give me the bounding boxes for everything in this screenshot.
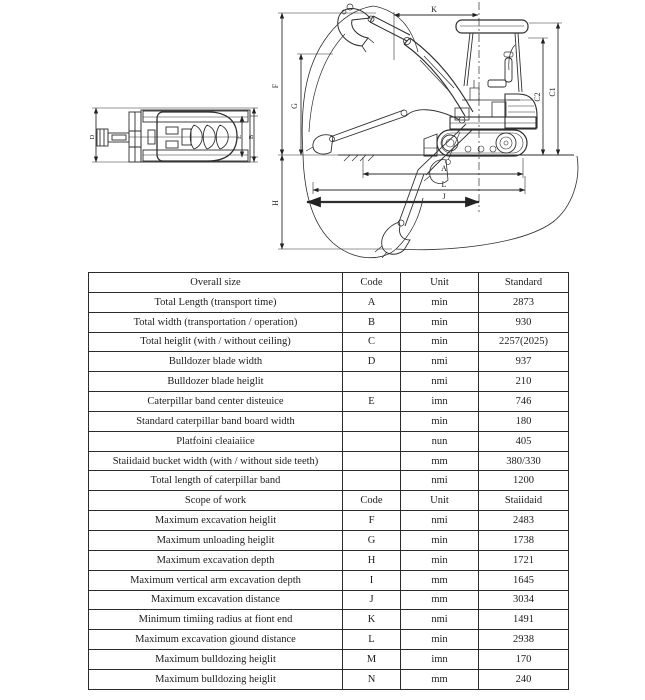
spec-cell: min (401, 550, 479, 570)
spec-cell: I (343, 570, 401, 590)
table-row (89, 630, 569, 650)
spec-cell (343, 411, 401, 431)
dim-label-c2: C2 (533, 92, 542, 102)
spec-cell: Maximum vertical arm excavation depth (89, 570, 343, 590)
spec-cell: nmi (401, 352, 479, 372)
table-row (89, 372, 569, 392)
table-row (89, 530, 569, 550)
spec-cell (343, 471, 401, 491)
spec-cell: Scope of work (89, 491, 343, 511)
spec-cell: 746 (479, 392, 569, 412)
spec-cell: 240 (479, 669, 569, 689)
spec-cell: 1721 (479, 550, 569, 570)
spec-cell (343, 372, 401, 392)
spec-cell: min (401, 332, 479, 352)
dim-label-k: K (431, 5, 437, 14)
table-row (89, 650, 569, 670)
spec-cell: Maximum excavation distance (89, 590, 343, 610)
spec-cell: 2483 (479, 511, 569, 531)
dim-label-c1: C1 (548, 87, 557, 97)
spec-cell: C (343, 332, 401, 352)
dim-label-a: A (441, 164, 447, 173)
spec-cell (343, 431, 401, 451)
spec-cell: Standard caterpillar band board width (89, 411, 343, 431)
side-view-drawing (278, 2, 578, 258)
dim-label-f: F (271, 83, 280, 89)
spec-cell: nmi (401, 511, 479, 531)
spec-cell: 405 (479, 431, 569, 451)
table-row (89, 352, 569, 372)
spec-cell: 1738 (479, 530, 569, 550)
spec-cell: Maximum unloading heiglit (89, 530, 343, 550)
table-header-row (89, 491, 569, 511)
spec-cell: Overall size (89, 273, 343, 293)
technical-drawing (0, 0, 645, 270)
dim-label-g: G (290, 103, 299, 109)
table-row (89, 669, 569, 689)
spec-cell: Maximum excavation depth (89, 550, 343, 570)
spec-cell: 930 (479, 312, 569, 332)
spec-cell: 380/330 (479, 451, 569, 471)
spec-cell: 1645 (479, 570, 569, 590)
spec-cell: 937 (479, 352, 569, 372)
table-row (89, 332, 569, 352)
side-view-dimension-labels (271, 5, 557, 206)
spec-cell: nun (401, 431, 479, 451)
table-row (89, 411, 569, 431)
spec-cell: min (401, 292, 479, 312)
spec-cell: Caterpillar band center disteuice (89, 392, 343, 412)
table-row (89, 312, 569, 332)
spec-cell: K (343, 610, 401, 630)
spec-cell: Standard (479, 273, 569, 293)
table-row (89, 511, 569, 531)
spec-cell: Total width (transportation / operation) (89, 312, 343, 332)
spec-cell: L (343, 630, 401, 650)
spec-cell: mm (401, 669, 479, 689)
spec-cell: B (343, 312, 401, 332)
table-row (89, 471, 569, 491)
table-row (89, 392, 569, 412)
spec-cell: Staiidaid bucket width (with / without side teeth) (89, 451, 343, 471)
spec-cell: 2873 (479, 292, 569, 312)
spec-cell: nmi (401, 372, 479, 392)
spec-cell: Unit (401, 273, 479, 293)
spec-cell: min (401, 312, 479, 332)
spec-table (88, 272, 569, 690)
spec-cell: mm (401, 590, 479, 610)
spec-cell: Total heiglit (with / without ceiling) (89, 332, 343, 352)
spec-cell: Code (343, 491, 401, 511)
table-row (89, 590, 569, 610)
spec-cell: Bulldozer blade heiglit (89, 372, 343, 392)
spec-cell: Minimum timiing radius at fiont end (89, 610, 343, 630)
table-row (89, 610, 569, 630)
spec-cell: 1491 (479, 610, 569, 630)
spec-cell: M (343, 650, 401, 670)
spec-cell: imn (401, 650, 479, 670)
table-row (89, 570, 569, 590)
dim-label-j: J (442, 192, 446, 201)
dim-label-l: L (441, 180, 447, 189)
spec-cell: J (343, 590, 401, 610)
spec-cell: 170 (479, 650, 569, 670)
spec-cell: 2938 (479, 630, 569, 650)
spec-cell: D (343, 352, 401, 372)
table-row (89, 451, 569, 471)
dim-label-d: D (89, 134, 96, 140)
excavator-dimension-diagram (0, 0, 645, 270)
dim-label-b: B (248, 134, 255, 140)
spec-cell: G (343, 530, 401, 550)
spec-cell: Maximum excavation heiglit (89, 511, 343, 531)
spec-cell: E (343, 392, 401, 412)
spec-cell: 210 (479, 372, 569, 392)
spec-cell: Maximum bulldozing heiglit (89, 650, 343, 670)
spec-cell: 1200 (479, 471, 569, 491)
spec-cell: A (343, 292, 401, 312)
spec-cell: imn (401, 392, 479, 412)
spec-cell: N (343, 669, 401, 689)
spec-cell: mm (401, 570, 479, 590)
spec-cell: Maximum excavation giound distance (89, 630, 343, 650)
spec-cell: F (343, 511, 401, 531)
spec-cell: min (401, 630, 479, 650)
table-row (89, 431, 569, 451)
table-header-row (89, 273, 569, 293)
spec-cell: min (401, 530, 479, 550)
spec-cell: Staiidaid (479, 491, 569, 511)
spec-cell: 180 (479, 411, 569, 431)
spec-cell (343, 451, 401, 471)
table-row (89, 292, 569, 312)
spec-cell: Total Length (transport time) (89, 292, 343, 312)
spec-cell: min (401, 411, 479, 431)
spec-cell: 3034 (479, 590, 569, 610)
spec-cell: Total length of caterpillar band (89, 471, 343, 491)
spec-cell: Code (343, 273, 401, 293)
table-row (89, 550, 569, 570)
spec-cell: nmi (401, 610, 479, 630)
spec-cell: nmi (401, 471, 479, 491)
spec-cell: Maximum bulldozing heiglit (89, 669, 343, 689)
spec-cell: Unit (401, 491, 479, 511)
spec-table-body (89, 273, 569, 690)
dim-label-h: H (271, 200, 280, 206)
spec-cell: H (343, 550, 401, 570)
spec-cell: Bulldozer blade width (89, 352, 343, 372)
spec-cell: Platfoini cleaiaiice (89, 431, 343, 451)
spec-cell: mm (401, 451, 479, 471)
spec-cell: 2257(2025) (479, 332, 569, 352)
dim-label-e: E (236, 135, 243, 139)
top-view-drawing (92, 108, 258, 162)
